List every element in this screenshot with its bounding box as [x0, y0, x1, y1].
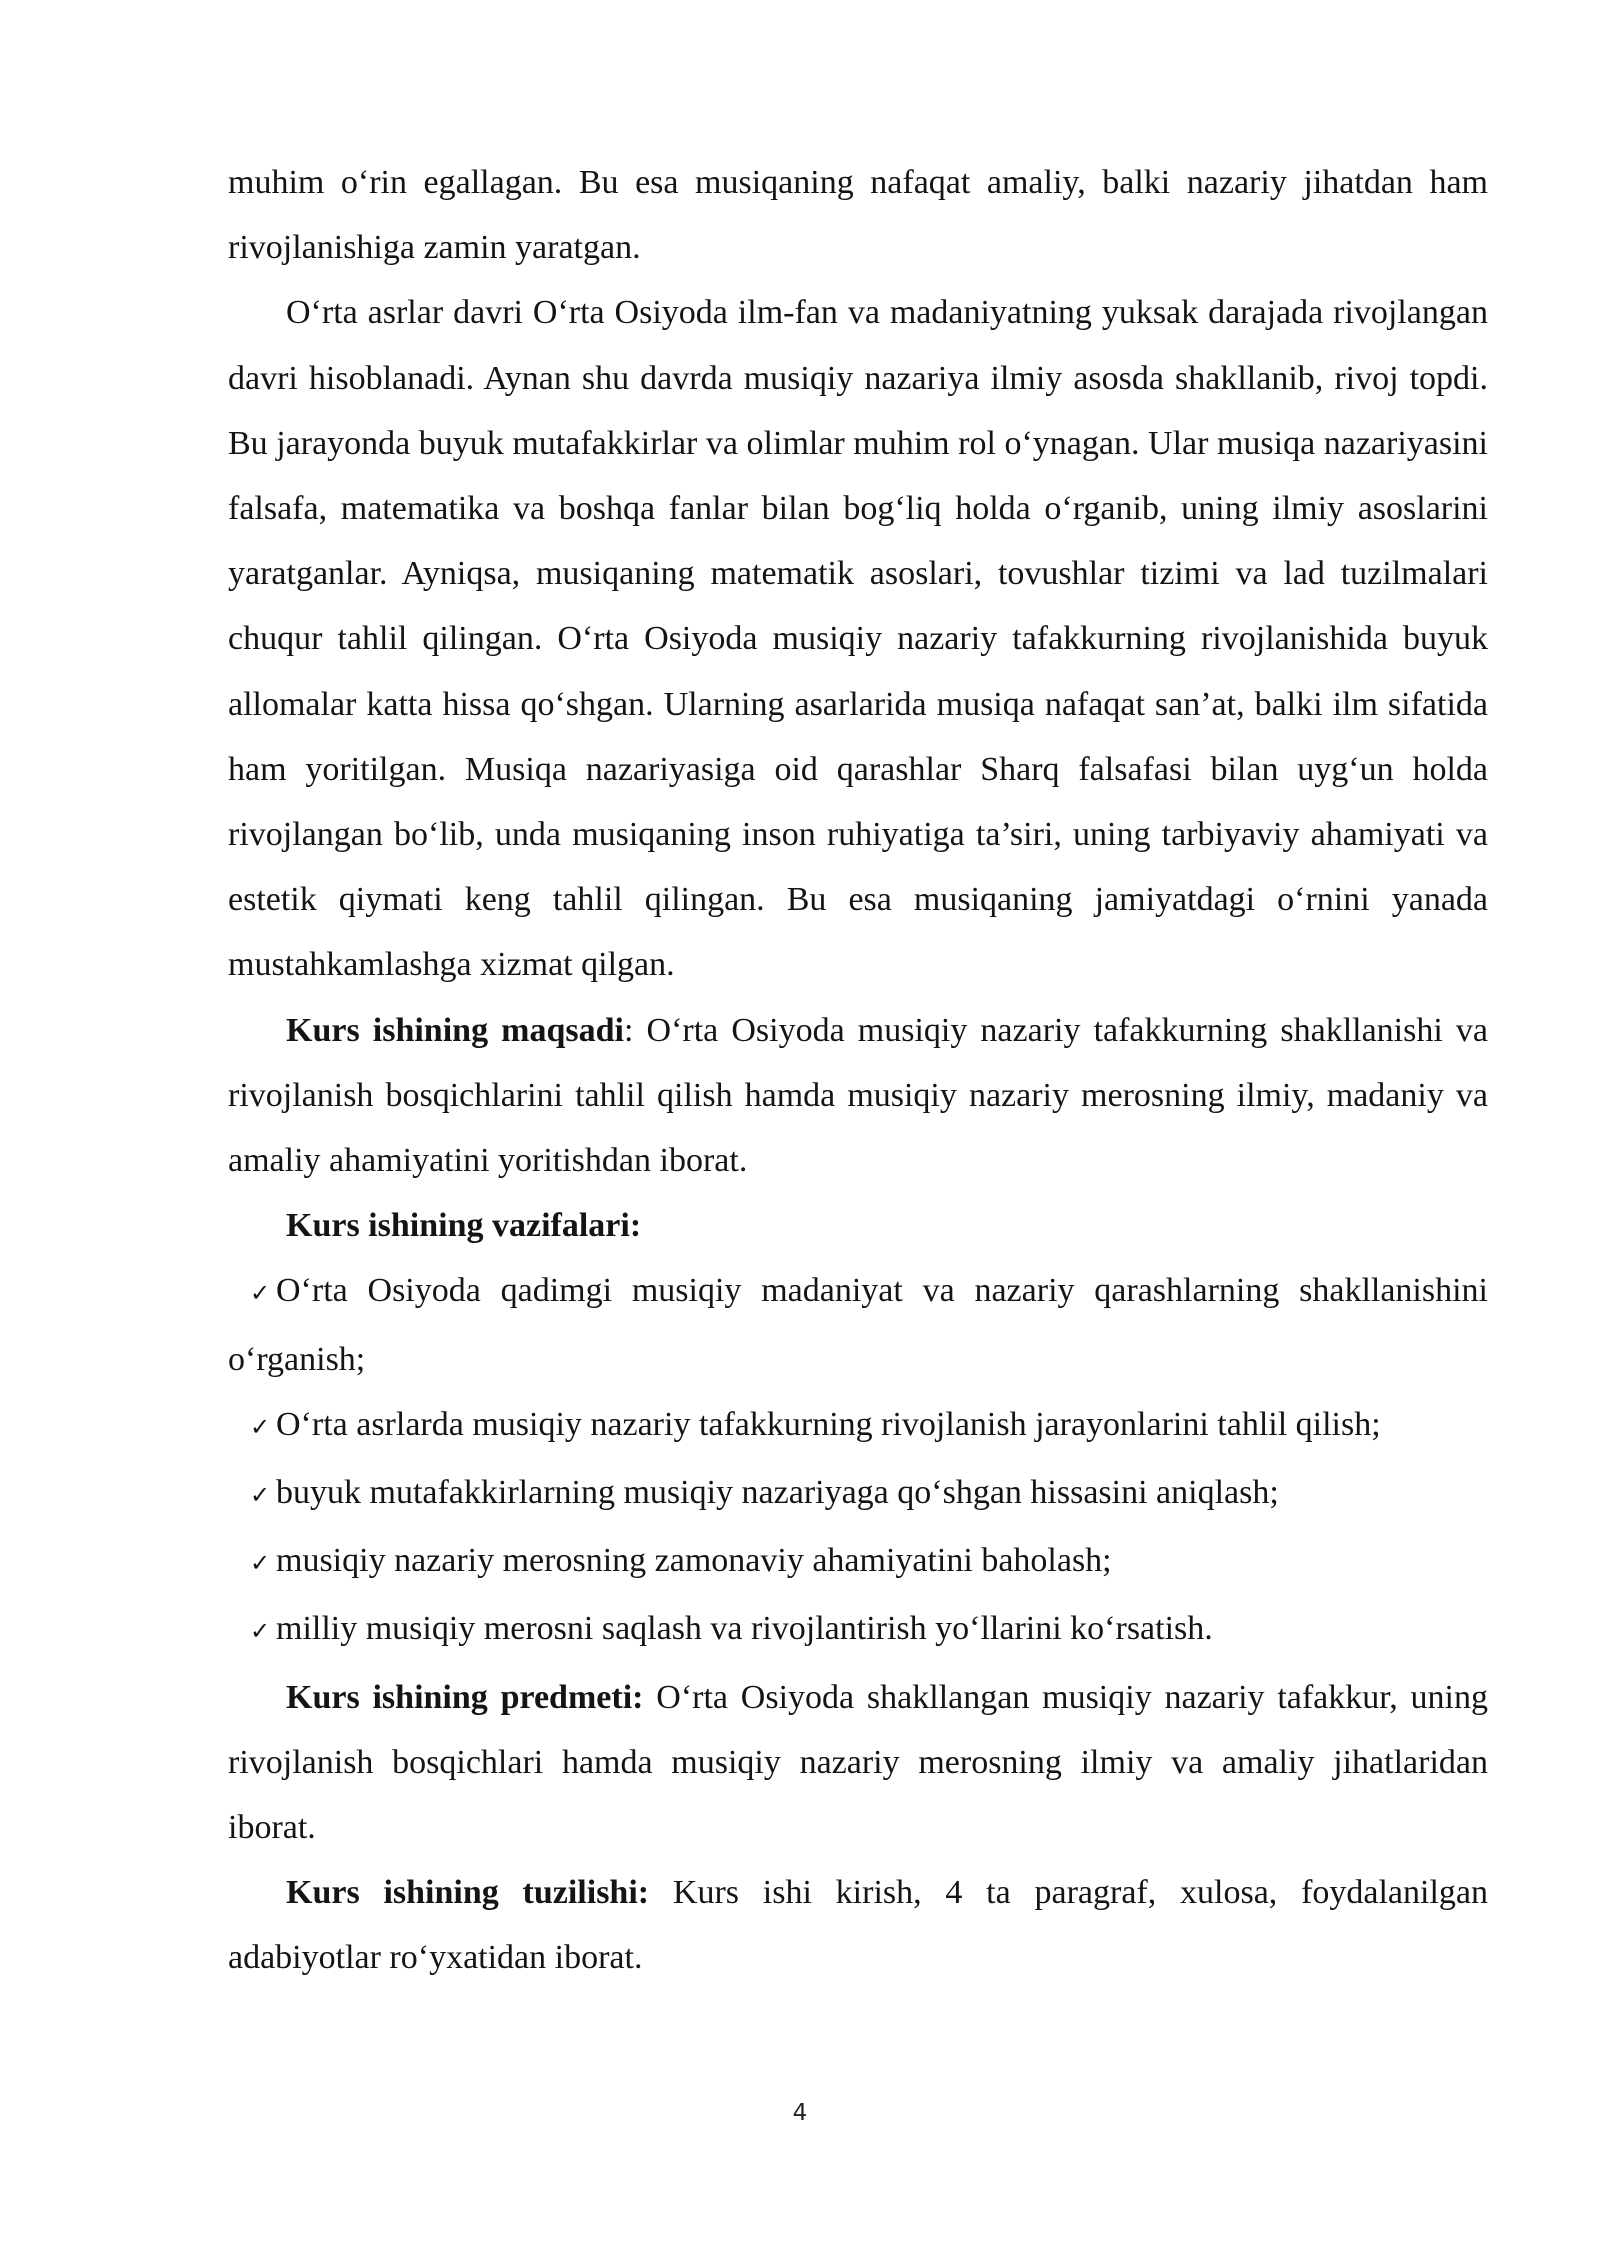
subject-label: Kurs ishining predmeti:	[286, 1678, 644, 1716]
checkmark-icon: ✓	[250, 1617, 271, 1646]
subject-text: O‘rta Osiyoda shakllangan musiqiy nazariy tafakkur, uning rivojlanish bosqichlari hamda musiqiy nazariy merosning ilmiy va amaliy jihatlaridan iborat.	[228, 1678, 1488, 1847]
goal-label: Kurs ishining maqsadi	[286, 1011, 624, 1049]
structure-label: Kurs ishining tuzilishi:	[286, 1874, 650, 1912]
checkmark-icon: ✓	[250, 1412, 271, 1441]
checkmark-icon: ✓	[250, 1279, 271, 1308]
task-item-text: buyuk mutafakkirlarning musiqiy nazariyaga qo‘shgan hissasini aniqlash;	[276, 1474, 1279, 1512]
paragraph-subject	[228, 1665, 1488, 1861]
task-item	[228, 1392, 1488, 1460]
paragraph-goal	[228, 998, 1488, 1194]
tasks-heading-label: Kurs ishining vazifalari:	[286, 1207, 642, 1245]
task-item	[228, 1460, 1488, 1528]
paragraph-structure	[228, 1860, 1488, 1990]
page-number: 4	[792, 2100, 808, 2126]
task-item	[228, 1258, 1488, 1391]
document-page	[228, 150, 1488, 1991]
goal-text: : O‘rta Osiyoda musiqiy nazariy tafakkurning shakllanishi va rivojlanish bosqichlarini tahlil qilish hamda musiqiy nazariy merosning ilmiy, madaniy va amaliy ahamiyatini yoritishdan iborat.	[228, 1011, 1488, 1180]
task-item-text: milliy musiqiy merosni saqlash va rivojlantirish yo‘llarini ko‘rsatish.	[276, 1610, 1213, 1648]
tasks-heading	[228, 1193, 1488, 1258]
task-item-text: musiqiy nazariy merosning zamonaviy ahamiyatini baholash;	[276, 1542, 1112, 1580]
task-item-text: O‘rta Osiyoda qadimgi musiqiy madaniyat va nazariy qarashlarning shakllanishini o‘rganish;	[228, 1272, 1488, 1378]
structure-text: Kurs ishi kirish, 4 ta paragraf, xulosa, foydalanilgan adabiyotlar ro‘yxatidan iborat.	[228, 1874, 1489, 1977]
task-item	[228, 1528, 1488, 1596]
checkmark-icon: ✓	[250, 1549, 271, 1578]
task-item-text: O‘rta asrlarda musiqiy nazariy tafakkurning rivojlanish jarayonlarini tahlil qilish;	[276, 1405, 1381, 1443]
paragraph-middle-ages: O‘rta asrlar davri O‘rta Osiyoda ilm-fan va madaniyatning yuksak darajada rivojlangan davri hisoblanadi. Aynan shu davrda musiqiy nazariya ilmiy asosda shakllanib, rivoj topdi. Bu jarayonda buyuk mutafakkirlar va olimlar muhim rol o‘ynagan. Ular musiqa nazariyasini falsafa, matematika va boshqa fanlar bilan bog‘liq holda o‘rganib, uning ilmiy asoslarini yaratganlar. Ayniqsa, musiqaning matematik asoslari, tovushlar tizimi va lad tuzilmalari chuqur tahlil qilingan. O‘rta Osiyoda musiqiy nazariy tafakkurning rivojlanishida buyuk allomalar katta hissa qo‘shgan. Ularning asarlarida musiqa nafaqat san’at, balki ilm sifatida ham yoritilgan. Musiqa nazariyasiga oid qarashlar Sharq falsafasi bilan uyg‘un holda rivojlangan bo‘lib, unda musiqaning inson ruhiyatiga ta’siri, uning tarbiyaviy ahamiyati va estetik qiymati keng tahlil qilingan. Bu esa musiqaning jamiyatdagi o‘rnini yanada mustahkamlashga xizmat qilgan.	[228, 294, 1488, 984]
paragraph-intro: muhim o‘rin egallagan. Bu esa musiqaning nafaqat amaliy, balki nazariy jihatdan ham rivojlanishiga zamin yaratgan.	[228, 164, 1488, 267]
task-item	[228, 1596, 1488, 1664]
checkmark-icon: ✓	[250, 1481, 271, 1510]
